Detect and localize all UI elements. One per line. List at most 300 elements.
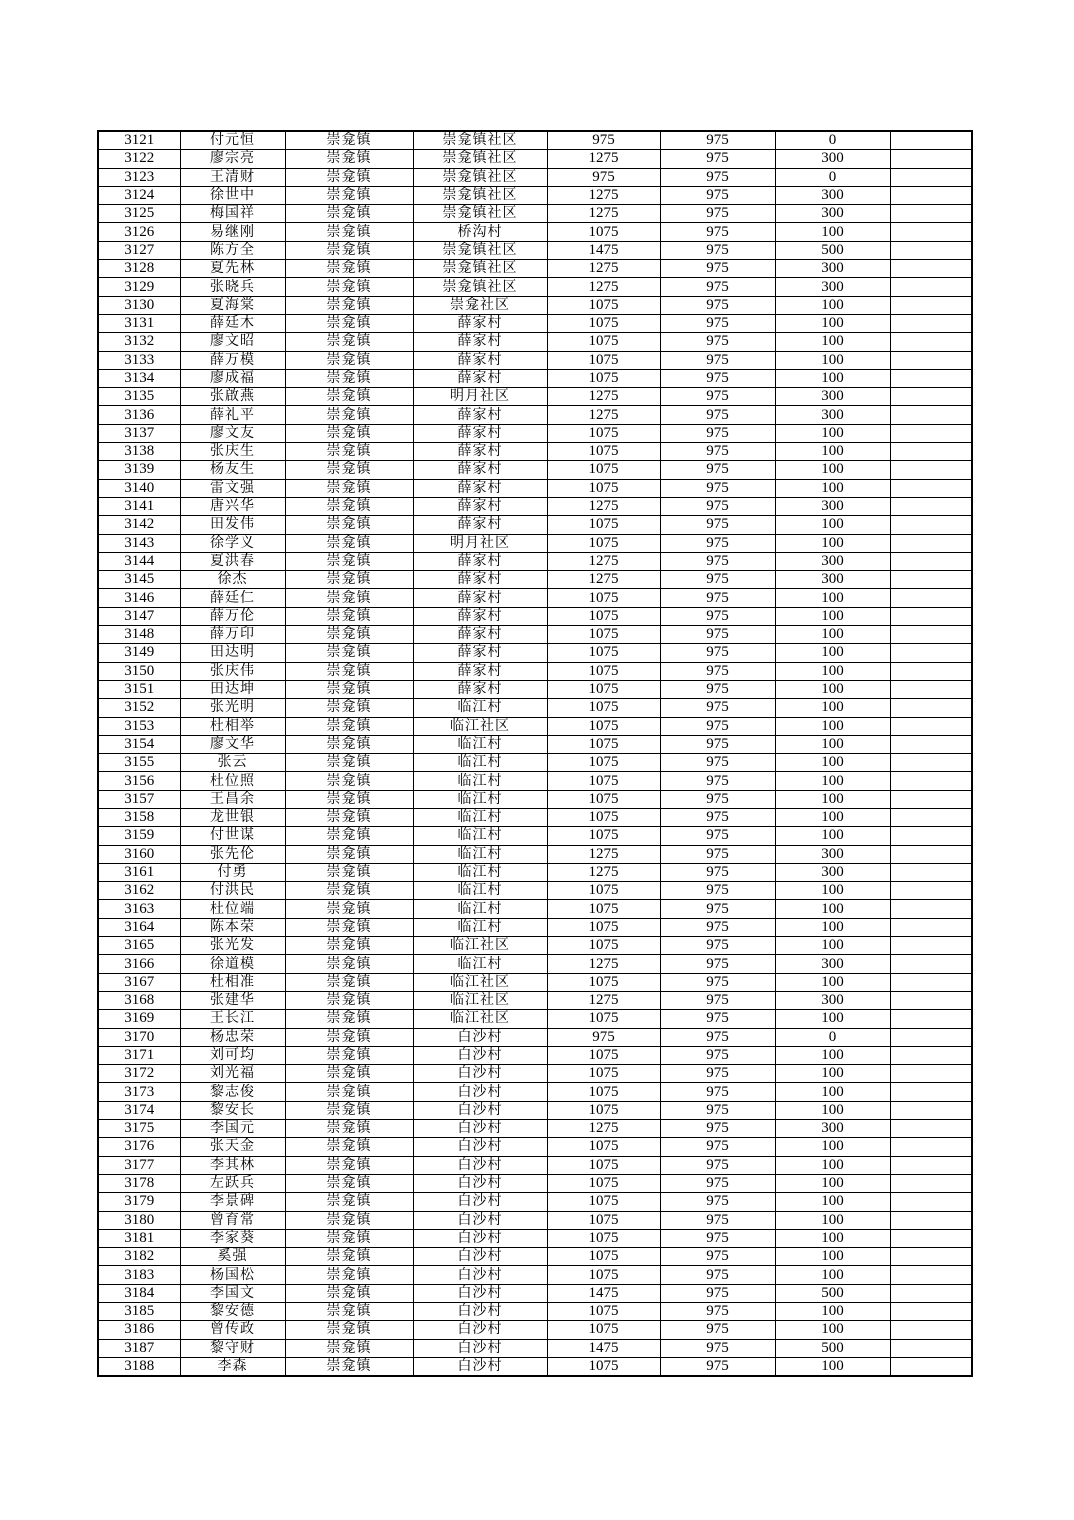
name-cell: 陈方全 [180,241,285,259]
remark-cell [890,131,972,150]
table-row [98,150,972,168]
remark-cell [890,1028,972,1046]
town-cell: 崇龛镇 [285,1028,413,1046]
base-cell: 975 [660,827,775,845]
town-cell: 崇龛镇 [285,1065,413,1083]
remark-cell [890,1138,972,1156]
base-cell: 975 [660,424,775,442]
amount-cell: 1075 [547,662,660,680]
amount-cell: 975 [547,131,660,150]
difference-cell: 300 [775,205,890,223]
base-cell: 975 [660,571,775,589]
town-cell: 崇龛镇 [285,1229,413,1247]
remark-cell [890,882,972,900]
table-row [98,607,972,625]
village-cell: 白沙村 [413,1229,547,1247]
name-cell: 薛廷仁 [180,589,285,607]
amount-cell: 1075 [547,516,660,534]
serial-cell: 3126 [98,223,180,241]
base-cell: 975 [660,937,775,955]
table-row [98,1303,972,1321]
serial-cell: 3188 [98,1357,180,1376]
remark-cell [890,278,972,296]
village-cell: 临江村 [413,863,547,881]
name-cell: 张晓兵 [180,278,285,296]
town-cell: 崇龛镇 [285,790,413,808]
base-cell: 975 [660,607,775,625]
remark-cell [890,205,972,223]
base-cell: 975 [660,296,775,314]
remark-cell [890,1083,972,1101]
name-cell: 黎安德 [180,1303,285,1321]
town-cell: 崇龛镇 [285,699,413,717]
table-row [98,717,972,735]
table-row [98,1010,972,1028]
village-cell: 白沙村 [413,1083,547,1101]
table-row [98,406,972,424]
difference-cell: 100 [775,461,890,479]
difference-cell: 100 [775,1010,890,1028]
base-cell: 975 [660,497,775,515]
base-cell: 975 [660,955,775,973]
amount-cell: 975 [547,1028,660,1046]
table-row [98,1101,972,1119]
serial-cell: 3123 [98,168,180,186]
difference-cell: 100 [775,790,890,808]
town-cell: 崇龛镇 [285,278,413,296]
table-row [98,1065,972,1083]
data-table [97,130,973,1377]
table-row [98,1046,972,1064]
remark-cell [890,1101,972,1119]
table-row [98,1156,972,1174]
remark-cell [890,845,972,863]
remark-cell [890,443,972,461]
table-row [98,827,972,845]
name-cell: 王昌余 [180,790,285,808]
name-cell: 龙世银 [180,808,285,826]
town-cell: 崇龛镇 [285,552,413,570]
town-cell: 崇龛镇 [285,808,413,826]
serial-cell: 3174 [98,1101,180,1119]
town-cell: 崇龛镇 [285,1284,413,1302]
village-cell: 薛家村 [413,552,547,570]
village-cell: 临江村 [413,827,547,845]
table-row [98,845,972,863]
serial-cell: 3176 [98,1138,180,1156]
base-cell: 975 [660,314,775,332]
serial-cell: 3137 [98,424,180,442]
amount-cell: 1075 [547,1303,660,1321]
difference-cell: 100 [775,808,890,826]
table-row [98,186,972,204]
table-row [98,626,972,644]
village-cell: 崇龛镇社区 [413,186,547,204]
amount-cell: 1275 [547,150,660,168]
table-row [98,918,972,936]
difference-cell: 500 [775,241,890,259]
base-cell: 975 [660,662,775,680]
serial-cell: 3150 [98,662,180,680]
town-cell: 崇龛镇 [285,1156,413,1174]
village-cell: 临江村 [413,699,547,717]
name-cell: 付勇 [180,863,285,881]
name-cell: 廖成福 [180,369,285,387]
difference-cell: 100 [775,973,890,991]
village-cell: 临江社区 [413,1010,547,1028]
difference-cell: 500 [775,1339,890,1357]
table-row [98,552,972,570]
name-cell: 张建华 [180,991,285,1009]
serial-cell: 3152 [98,699,180,717]
name-cell: 张天金 [180,1138,285,1156]
amount-cell: 1075 [547,900,660,918]
base-cell: 975 [660,1266,775,1284]
base-cell: 975 [660,1156,775,1174]
town-cell: 崇龛镇 [285,772,413,790]
village-cell: 薛家村 [413,424,547,442]
difference-cell: 0 [775,1028,890,1046]
serial-cell: 3170 [98,1028,180,1046]
base-cell: 975 [660,1065,775,1083]
amount-cell: 1275 [547,388,660,406]
table-row [98,1174,972,1192]
serial-cell: 3166 [98,955,180,973]
difference-cell: 100 [775,1303,890,1321]
village-cell: 白沙村 [413,1284,547,1302]
amount-cell: 1075 [547,589,660,607]
serial-cell: 3122 [98,150,180,168]
amount-cell: 1275 [547,278,660,296]
difference-cell: 100 [775,1174,890,1192]
table-row [98,1229,972,1247]
name-cell: 杜相准 [180,973,285,991]
town-cell: 崇龛镇 [285,845,413,863]
village-cell: 白沙村 [413,1339,547,1357]
base-cell: 975 [660,1284,775,1302]
name-cell: 薛万印 [180,626,285,644]
base-cell: 975 [660,918,775,936]
remark-cell [890,1010,972,1028]
remark-cell [890,1229,972,1247]
town-cell: 崇龛镇 [285,680,413,698]
town-cell: 崇龛镇 [285,991,413,1009]
village-cell: 薛家村 [413,516,547,534]
remark-cell [890,1339,972,1357]
base-cell: 975 [660,131,775,150]
name-cell: 夏先林 [180,260,285,278]
name-cell: 薛廷木 [180,314,285,332]
base-cell: 975 [660,1138,775,1156]
name-cell: 夏海棠 [180,296,285,314]
serial-cell: 3173 [98,1083,180,1101]
serial-cell: 3141 [98,497,180,515]
name-cell: 王清财 [180,168,285,186]
base-cell: 975 [660,1010,775,1028]
difference-cell: 100 [775,1046,890,1064]
base-cell: 975 [660,1248,775,1266]
serial-cell: 3172 [98,1065,180,1083]
serial-cell: 3185 [98,1303,180,1321]
difference-cell: 300 [775,388,890,406]
table-row [98,735,972,753]
village-cell: 临江村 [413,790,547,808]
base-cell: 975 [660,223,775,241]
table-row [98,772,972,790]
serial-cell: 3160 [98,845,180,863]
serial-cell: 3136 [98,406,180,424]
town-cell: 崇龛镇 [285,461,413,479]
table-row [98,1138,972,1156]
base-cell: 975 [660,1339,775,1357]
serial-cell: 3154 [98,735,180,753]
base-cell: 975 [660,278,775,296]
table-row [98,589,972,607]
village-cell: 白沙村 [413,1046,547,1064]
table-row [98,955,972,973]
remark-cell [890,424,972,442]
town-cell: 崇龛镇 [285,754,413,772]
amount-cell: 1475 [547,1339,660,1357]
table-row [98,790,972,808]
village-cell: 白沙村 [413,1303,547,1321]
base-cell: 975 [660,699,775,717]
difference-cell: 100 [775,900,890,918]
amount-cell: 1075 [547,1101,660,1119]
town-cell: 崇龛镇 [285,1193,413,1211]
serial-cell: 3145 [98,571,180,589]
difference-cell: 500 [775,1284,890,1302]
table-row [98,680,972,698]
amount-cell: 1075 [547,1266,660,1284]
remark-cell [890,552,972,570]
base-cell: 975 [660,351,775,369]
serial-cell: 3159 [98,827,180,845]
amount-cell: 1075 [547,1357,660,1376]
base-cell: 975 [660,205,775,223]
name-cell: 张先伦 [180,845,285,863]
name-cell: 杨忠荣 [180,1028,285,1046]
table-row [98,754,972,772]
remark-cell [890,186,972,204]
amount-cell: 1075 [547,479,660,497]
remark-cell [890,497,972,515]
village-cell: 桥沟村 [413,223,547,241]
name-cell: 杜位照 [180,772,285,790]
town-cell: 崇龛镇 [285,1120,413,1138]
remark-cell [890,241,972,259]
remark-cell [890,369,972,387]
serial-cell: 3147 [98,607,180,625]
remark-cell [890,607,972,625]
base-cell: 975 [660,845,775,863]
table-row [98,1339,972,1357]
name-cell: 杜相举 [180,717,285,735]
table-row [98,351,972,369]
serial-cell: 3153 [98,717,180,735]
serial-cell: 3131 [98,314,180,332]
difference-cell: 100 [775,717,890,735]
table-row [98,497,972,515]
amount-cell: 1475 [547,241,660,259]
amount-cell: 1075 [547,607,660,625]
serial-cell: 3148 [98,626,180,644]
remark-cell [890,772,972,790]
difference-cell: 100 [775,644,890,662]
remark-cell [890,1193,972,1211]
serial-cell: 3167 [98,973,180,991]
name-cell: 田达明 [180,644,285,662]
base-cell: 975 [660,241,775,259]
village-cell: 临江村 [413,772,547,790]
amount-cell: 1275 [547,552,660,570]
remark-cell [890,1303,972,1321]
base-cell: 975 [660,1303,775,1321]
remark-cell [890,680,972,698]
serial-cell: 3181 [98,1229,180,1247]
town-cell: 崇龛镇 [285,1339,413,1357]
amount-cell: 1075 [547,680,660,698]
difference-cell: 100 [775,1193,890,1211]
amount-cell: 1075 [547,534,660,552]
base-cell: 975 [660,680,775,698]
name-cell: 曾育常 [180,1211,285,1229]
village-cell: 临江村 [413,808,547,826]
name-cell: 廖文昭 [180,333,285,351]
serial-cell: 3180 [98,1211,180,1229]
amount-cell: 1075 [547,937,660,955]
base-cell: 975 [660,1357,775,1376]
village-cell: 白沙村 [413,1065,547,1083]
amount-cell: 1075 [547,443,660,461]
remark-cell [890,296,972,314]
village-cell: 明月社区 [413,534,547,552]
difference-cell: 300 [775,278,890,296]
town-cell: 崇龛镇 [285,186,413,204]
town-cell: 崇龛镇 [285,205,413,223]
town-cell: 崇龛镇 [285,534,413,552]
difference-cell: 100 [775,1065,890,1083]
difference-cell: 100 [775,1321,890,1339]
difference-cell: 100 [775,589,890,607]
table-row [98,699,972,717]
serial-cell: 3151 [98,680,180,698]
table-row [98,1120,972,1138]
serial-cell: 3130 [98,296,180,314]
amount-cell: 1075 [547,1321,660,1339]
remark-cell [890,1046,972,1064]
village-cell: 崇龛镇社区 [413,168,547,186]
name-cell: 张庆伟 [180,662,285,680]
remark-cell [890,955,972,973]
amount-cell: 1475 [547,1284,660,1302]
table-row [98,424,972,442]
remark-cell [890,808,972,826]
base-cell: 975 [660,863,775,881]
base-cell: 975 [660,790,775,808]
difference-cell: 100 [775,296,890,314]
serial-cell: 3161 [98,863,180,881]
town-cell: 崇龛镇 [285,900,413,918]
difference-cell: 300 [775,863,890,881]
difference-cell: 100 [775,369,890,387]
town-cell: 崇龛镇 [285,131,413,150]
difference-cell: 100 [775,424,890,442]
amount-cell: 1075 [547,644,660,662]
serial-cell: 3133 [98,351,180,369]
village-cell: 崇龛镇社区 [413,131,547,150]
difference-cell: 300 [775,150,890,168]
base-cell: 975 [660,808,775,826]
base-cell: 975 [660,882,775,900]
village-cell: 白沙村 [413,1120,547,1138]
amount-cell: 1275 [547,955,660,973]
remark-cell [890,589,972,607]
base-cell: 975 [660,1211,775,1229]
remark-cell [890,735,972,753]
base-cell: 975 [660,406,775,424]
village-cell: 崇龛镇社区 [413,150,547,168]
amount-cell: 1075 [547,369,660,387]
base-cell: 975 [660,1174,775,1192]
name-cell: 张啟燕 [180,388,285,406]
town-cell: 崇龛镇 [285,863,413,881]
base-cell: 975 [660,717,775,735]
town-cell: 崇龛镇 [285,1303,413,1321]
table-row [98,1284,972,1302]
amount-cell: 1075 [547,1083,660,1101]
table-row [98,131,972,150]
village-cell: 临江社区 [413,973,547,991]
base-cell: 975 [660,626,775,644]
serial-cell: 3149 [98,644,180,662]
table-row [98,808,972,826]
village-cell: 薛家村 [413,333,547,351]
difference-cell: 100 [775,827,890,845]
base-cell: 975 [660,479,775,497]
name-cell: 黎守财 [180,1339,285,1357]
town-cell: 崇龛镇 [285,973,413,991]
town-cell: 崇龛镇 [285,1083,413,1101]
amount-cell: 1275 [547,205,660,223]
difference-cell: 100 [775,607,890,625]
table-row [98,388,972,406]
village-cell: 临江村 [413,735,547,753]
village-cell: 薛家村 [413,369,547,387]
difference-cell: 300 [775,260,890,278]
town-cell: 崇龛镇 [285,479,413,497]
name-cell: 田发伟 [180,516,285,534]
village-cell: 白沙村 [413,1101,547,1119]
amount-cell: 1075 [547,296,660,314]
remark-cell [890,1156,972,1174]
table-row [98,205,972,223]
village-cell: 白沙村 [413,1321,547,1339]
village-cell: 临江村 [413,882,547,900]
town-cell: 崇龛镇 [285,497,413,515]
name-cell: 田达坤 [180,680,285,698]
town-cell: 崇龛镇 [285,1174,413,1192]
base-cell: 975 [660,150,775,168]
serial-cell: 3146 [98,589,180,607]
village-cell: 白沙村 [413,1266,547,1284]
town-cell: 崇龛镇 [285,333,413,351]
amount-cell: 1075 [547,790,660,808]
remark-cell [890,1065,972,1083]
village-cell: 白沙村 [413,1028,547,1046]
amount-cell: 1075 [547,827,660,845]
amount-cell: 1275 [547,260,660,278]
